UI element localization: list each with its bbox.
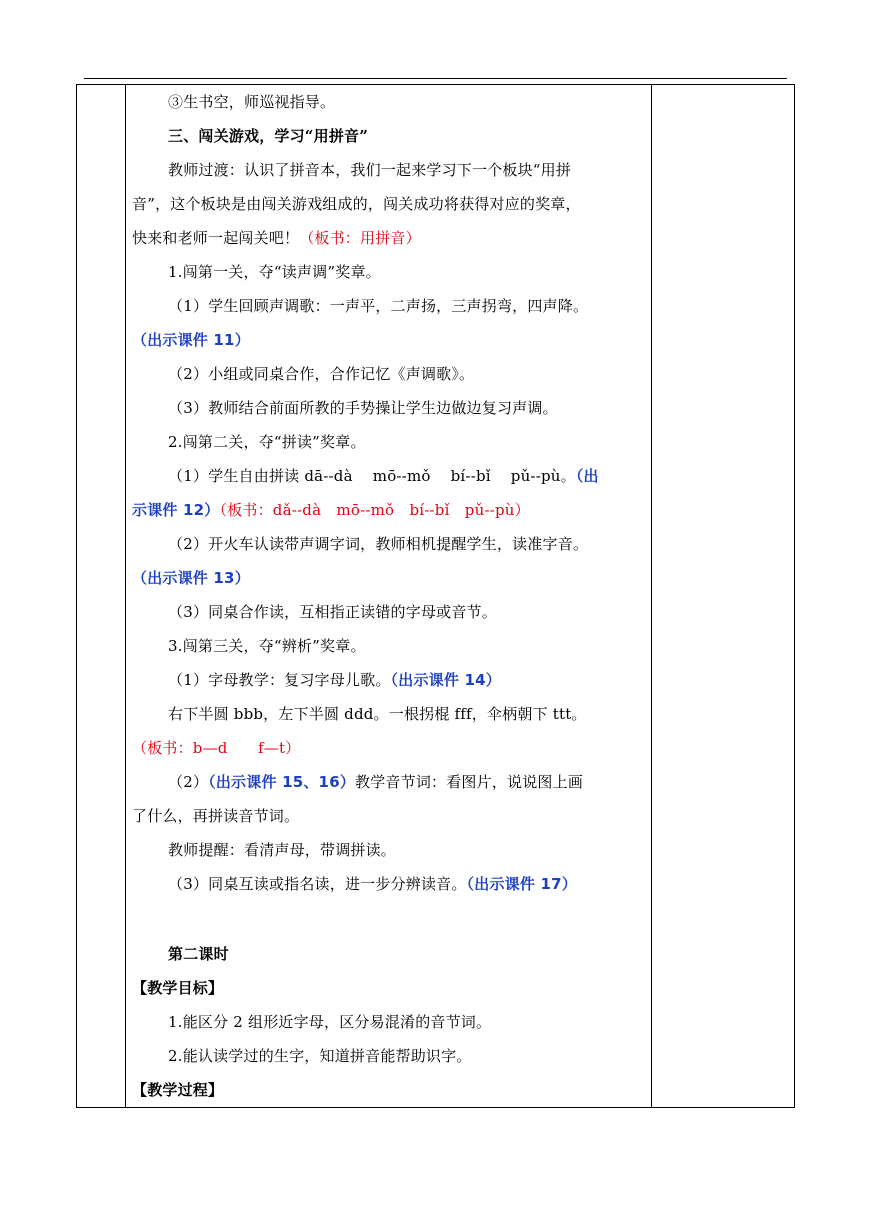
board-note: （板书：dǎ--dà mō--mǒ bí--bǐ pǔ--pù） [219, 501, 530, 519]
text-line [168, 670, 501, 690]
text-span: （3）同桌互读或指名读，进一步分辨读音。 [168, 875, 467, 893]
text-line: （1）学生回顾声调歌：一声平，二声扬，三声拐弯，四声降。 [168, 297, 589, 315]
text-line: 3.闯第三关，夺“辨析”奖章。 [168, 637, 366, 655]
pinyin-item: dā--dà [304, 467, 353, 485]
text-line: 1.能区分 2 组形近字母，区分易混淆的音节词。 [168, 1013, 492, 1031]
text-line: （2）小组或同桌合作，合作记忆《声调歌》。 [168, 365, 475, 383]
text-line: 教师过渡：认识了拼音本，我们一起来学习下一个板块“用拼 [168, 161, 572, 179]
courseware-note: 示课件 12） [132, 501, 220, 519]
courseware-note: （出示课件 14） [390, 671, 501, 689]
text-line: （3）教师结合前面所教的手势操让学生边做边复习声调。 [168, 399, 558, 417]
text-line: 右下半圆 bbb，左下半圆 ddd。一根拐棍 fff，伞柄朝下 ttt。 [168, 705, 587, 723]
text-line [168, 874, 577, 894]
text-line: 2.闯第二关，夺“拼读”奖章。 [168, 433, 366, 451]
section-heading: 三、闯关游戏，学习“用拼音” [168, 127, 369, 145]
table-column-divider-right [651, 84, 652, 1108]
pinyin-item: mō--mǒ [372, 467, 431, 485]
text-line [168, 772, 583, 792]
table-column-divider-left [125, 84, 126, 1108]
section-heading: 【教学过程】 [132, 1081, 224, 1099]
text-line: 了什么，再拼读音节词。 [132, 807, 300, 825]
text-span: 教学音节词：看图片，说说图上画 [355, 773, 584, 791]
courseware-note: （出示课件 13） [132, 569, 250, 587]
page-header-rule [84, 78, 787, 79]
text-span: （1）学生自由拼读 [168, 467, 300, 485]
courseware-note: （出示课件 17） [466, 875, 577, 893]
board-note: （板书：用拼音） [299, 229, 421, 247]
pinyin-item: pǔ--pù。 [510, 467, 576, 485]
lesson-period-heading: 第二课时 [168, 945, 229, 963]
pinyin-item: bí--bǐ [450, 467, 491, 485]
text-line: （3）同桌合作读，互相指正读错的字母或音节。 [168, 603, 497, 621]
text-line: ③生书空，师巡视指导。 [168, 93, 336, 111]
text-line: 1.闯第一关，夺“读声调”奖章。 [168, 263, 381, 281]
text-line: 音”，这个板块是由闯关游戏组成的，闯关成功将获得对应的奖章， [132, 195, 581, 213]
courseware-note: （出 [575, 467, 599, 485]
courseware-note: （出示课件 11） [132, 331, 250, 349]
section-heading: 【教学目标】 [132, 979, 224, 997]
text-line: 教师提醒：看清声母，带调拼读。 [168, 841, 397, 859]
text-line [132, 500, 530, 520]
text-span: （2） [168, 773, 209, 791]
text-line: （2）开火车认读带声调字词，教师相机提醒学生，读准字音。 [168, 535, 589, 553]
text-line [168, 466, 599, 486]
courseware-note: （出示课件 15、16） [208, 773, 356, 791]
board-note: （板书：b—d f—t） [132, 739, 301, 757]
text-span: （1）字母教学：复习字母儿歌。 [168, 671, 391, 689]
text-span: 快来和老师一起闯关吧！ [132, 229, 300, 247]
text-line: 2.能认读学过的生字，知道拼音能帮助识字。 [168, 1047, 472, 1065]
text-line [132, 228, 421, 248]
